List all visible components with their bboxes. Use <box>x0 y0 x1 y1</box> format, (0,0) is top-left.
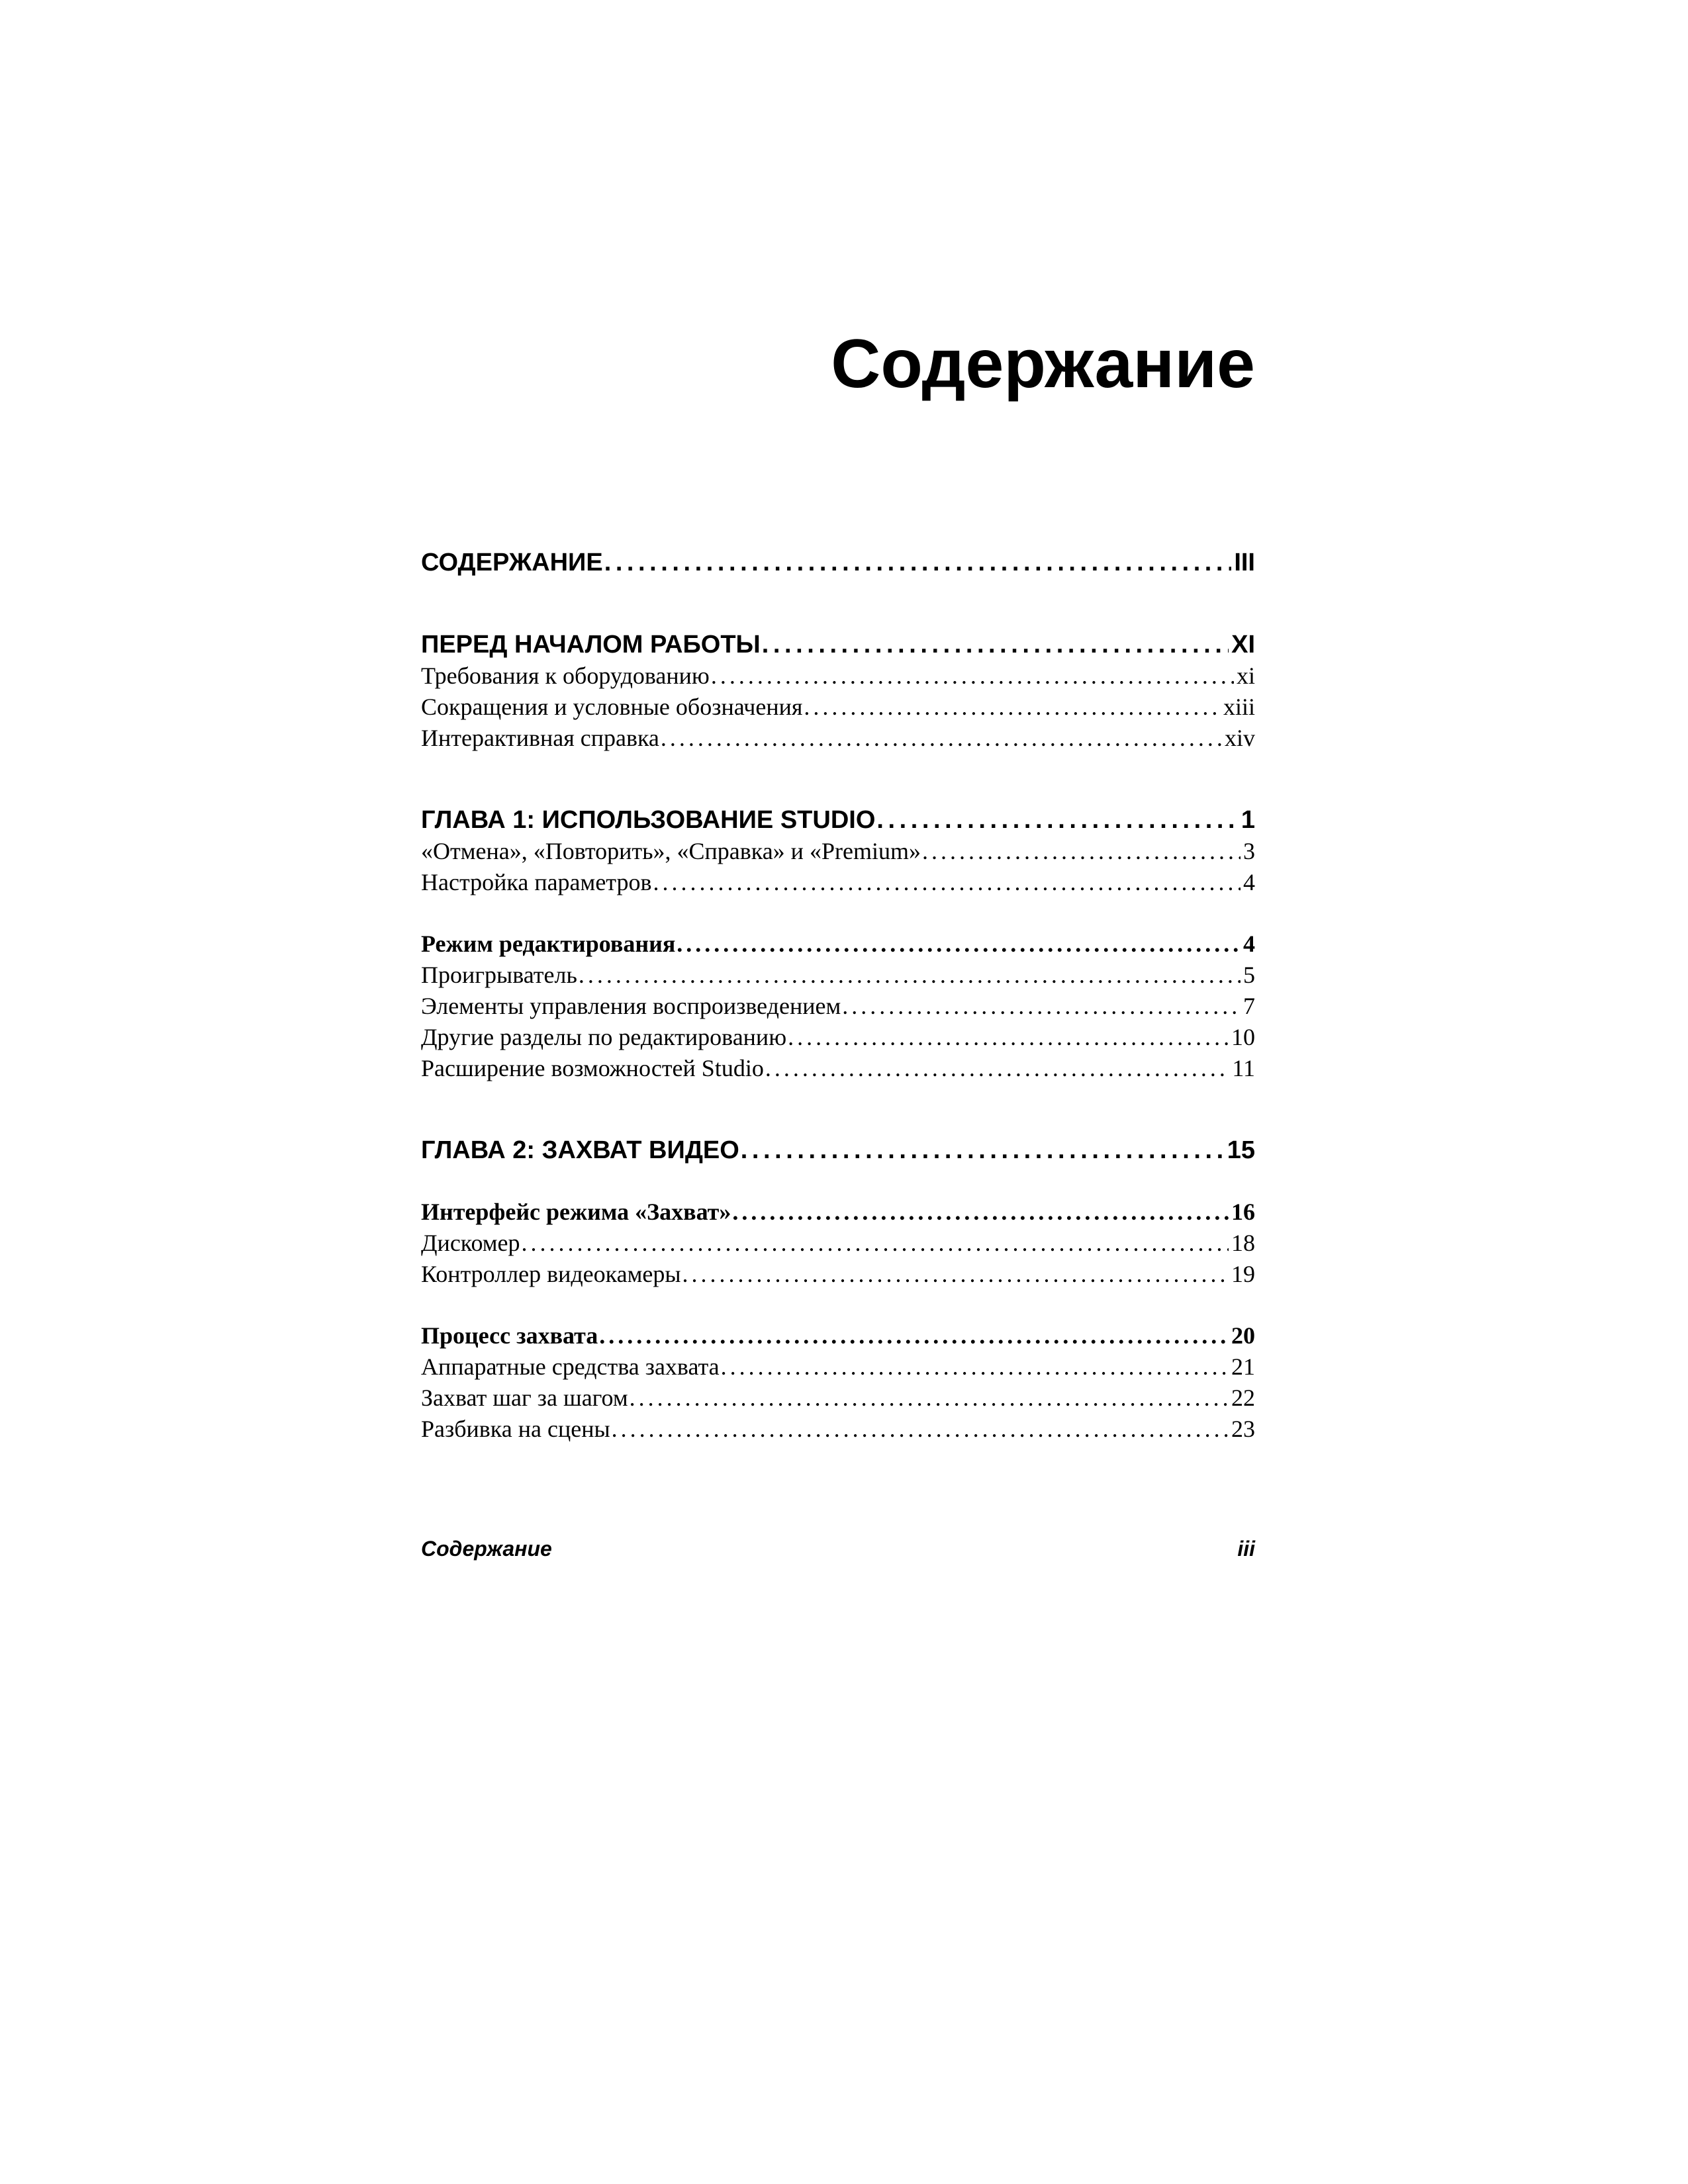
toc-dot-leader <box>804 692 1221 723</box>
toc-subsection-entry[interactable] <box>421 723 1255 754</box>
page-title: Содержание <box>831 326 1255 402</box>
toc-subsection-entry[interactable] <box>421 1259 1255 1290</box>
toc-entry-label: Захват шаг за шагом <box>421 1385 628 1411</box>
footer-page-number: iii <box>1237 1537 1255 1561</box>
toc-section-entry[interactable] <box>421 1197 1255 1228</box>
toc-entry-label: Требования к оборудованию <box>421 662 710 689</box>
toc-subsection-entry[interactable] <box>421 1228 1255 1259</box>
toc-dot-leader <box>677 929 1241 960</box>
toc-chapter-entry[interactable] <box>421 547 1255 578</box>
toc-dot-leader <box>762 629 1229 660</box>
toc-entry-page-number: 10 <box>1231 1024 1255 1050</box>
toc-dot-leader <box>630 1383 1229 1414</box>
toc-dot-leader <box>682 1259 1229 1290</box>
toc-entry-page-number: 19 <box>1231 1261 1255 1287</box>
toc-entry-page-number: 20 <box>1231 1322 1255 1349</box>
toc-entry-label: ГЛАВА 1: ИСПОЛЬЗОВАНИЕ STUDIO <box>421 806 876 834</box>
toc-dot-leader <box>711 660 1234 692</box>
toc-entry-page-number: xi <box>1236 662 1255 689</box>
toc-dot-leader <box>653 867 1241 898</box>
toc-dot-leader <box>788 1022 1229 1053</box>
toc-entry-label: Дискомер <box>421 1230 520 1256</box>
table-of-contents <box>421 547 1255 1445</box>
toc-section-entry[interactable] <box>421 1320 1255 1351</box>
toc-entry-page-number: 21 <box>1231 1353 1255 1380</box>
toc-entry-label: Настройка параметров <box>421 869 652 895</box>
toc-dot-leader <box>661 723 1222 754</box>
toc-entry-label: Элементы управления воспроизведением <box>421 993 841 1019</box>
toc-subsection-entry[interactable] <box>421 1383 1255 1414</box>
toc-entry-page-number: 22 <box>1231 1385 1255 1411</box>
toc-entry-label: Аппаратные средства захвата <box>421 1353 720 1380</box>
toc-subsection-entry[interactable] <box>421 991 1255 1022</box>
toc-chapter-entry[interactable] <box>421 804 1255 836</box>
toc-dot-leader <box>741 1134 1225 1166</box>
toc-chapter-entry[interactable] <box>421 629 1255 660</box>
toc-dot-leader <box>876 804 1238 836</box>
toc-subsection-entry[interactable] <box>421 1351 1255 1383</box>
toc-entry-label: СОДЕРЖАНИЕ <box>421 549 603 576</box>
toc-entry-label: Другие разделы по редактированию <box>421 1024 787 1050</box>
page-footer <box>421 1535 1255 1562</box>
toc-subsection-entry[interactable] <box>421 867 1255 898</box>
toc-entry-page-number: 16 <box>1231 1199 1255 1225</box>
toc-dot-leader <box>579 960 1241 991</box>
toc-entry-page-number: III <box>1234 549 1255 576</box>
toc-dot-leader <box>732 1197 1229 1228</box>
toc-entry-page-number: XI <box>1231 631 1255 659</box>
toc-dot-leader <box>604 547 1232 578</box>
toc-entry-page-number: 23 <box>1231 1416 1255 1442</box>
toc-subsection-entry[interactable] <box>421 1022 1255 1053</box>
toc-section-entry[interactable] <box>421 929 1255 960</box>
toc-entry-page-number: 3 <box>1243 838 1255 864</box>
toc-entry-label: Контроллер видеокамеры <box>421 1261 681 1287</box>
toc-subsection-entry[interactable] <box>421 660 1255 692</box>
toc-dot-leader <box>612 1414 1229 1445</box>
toc-entry-label: Расширение возможностей Studio <box>421 1055 764 1081</box>
toc-entry-page-number: 7 <box>1243 993 1255 1019</box>
toc-entry-page-number: xiii <box>1223 694 1255 720</box>
toc-entry-page-number: 15 <box>1227 1136 1255 1164</box>
toc-chapter-entry[interactable] <box>421 1134 1255 1166</box>
toc-entry-label: Режим редактирования <box>421 931 676 957</box>
toc-dot-leader <box>922 836 1241 867</box>
toc-dot-leader <box>765 1053 1230 1084</box>
toc-dot-leader <box>522 1228 1229 1259</box>
toc-entry-label: Интерактивная справка <box>421 725 659 751</box>
toc-entry-label: Проигрыватель <box>421 962 577 988</box>
toc-subsection-entry[interactable] <box>421 692 1255 723</box>
toc-entry-page-number: 5 <box>1243 962 1255 988</box>
toc-entry-label: «Отмена», «Повторить», «Справка» и «Premium» <box>421 838 921 864</box>
toc-entry-page-number: 11 <box>1232 1055 1255 1081</box>
toc-entry-page-number: 18 <box>1231 1230 1255 1256</box>
footer-section-title: Содержание <box>421 1537 552 1561</box>
toc-entry-page-number: xiv <box>1224 725 1255 751</box>
toc-dot-leader <box>721 1351 1229 1383</box>
toc-entry-page-number: 4 <box>1243 869 1255 895</box>
toc-subsection-entry[interactable] <box>421 1053 1255 1084</box>
toc-entry-label: ГЛАВА 2: ЗАХВАТ ВИДЕО <box>421 1136 739 1164</box>
toc-entry-page-number: 1 <box>1241 806 1255 834</box>
toc-subsection-entry[interactable] <box>421 1414 1255 1445</box>
toc-entry-page-number: 4 <box>1243 931 1255 957</box>
toc-subsection-entry[interactable] <box>421 960 1255 991</box>
toc-dot-leader <box>599 1320 1229 1351</box>
toc-entry-label: Интерфейс режима «Захват» <box>421 1199 731 1225</box>
toc-entry-label: ПЕРЕД НАЧАЛОМ РАБОТЫ <box>421 631 761 659</box>
toc-entry-label: Сокращения и условные обозначения <box>421 694 803 720</box>
toc-subsection-entry[interactable] <box>421 836 1255 867</box>
toc-dot-leader <box>842 991 1241 1022</box>
toc-entry-label: Разбивка на сцены <box>421 1416 610 1442</box>
toc-entry-label: Процесс захвата <box>421 1322 598 1349</box>
